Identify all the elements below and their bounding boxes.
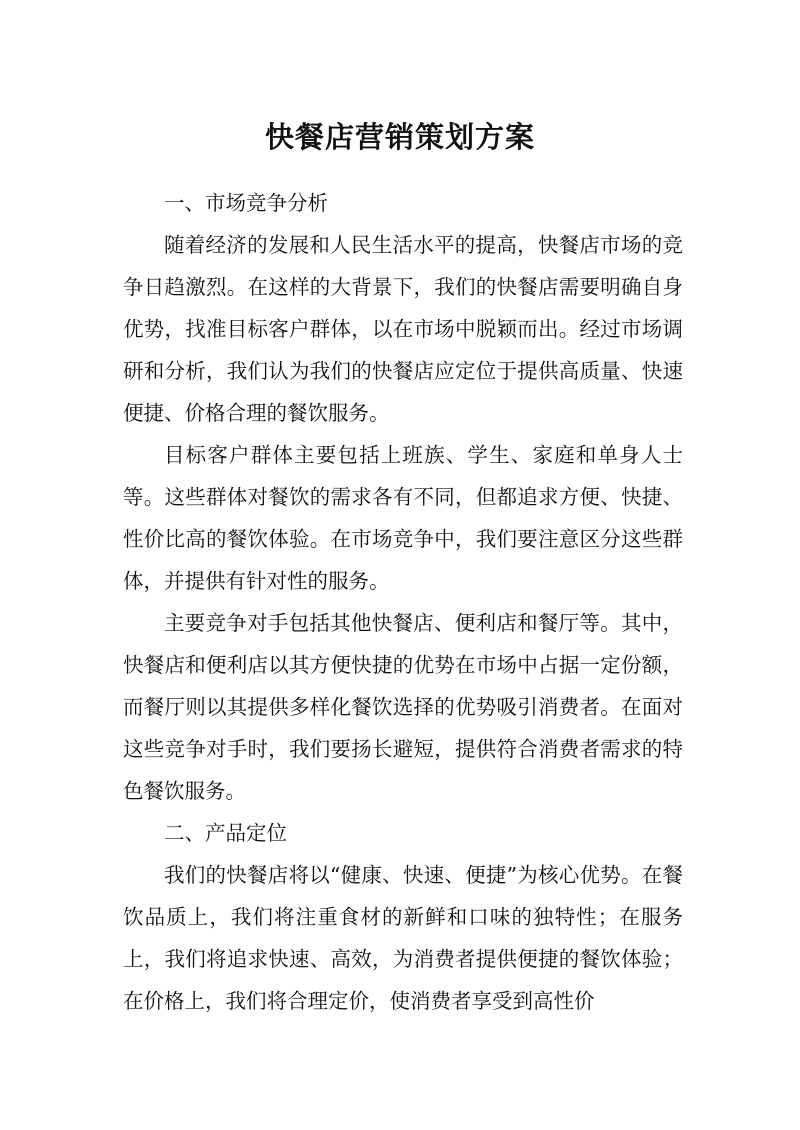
paragraph: 我们的快餐店将以“健康、快速、便捷”为核心优势。在餐饮品质上，我们将注重食材的新鲜和口味的独特性；在服务上，我们将追求快速、高效，为消费者提供便捷的餐饮体验；在价格上，我们将合理定价，使消费者享受到高性价 — [123, 863, 683, 1013]
paragraph: 目标客户群体主要包括上班族、学生、家庭和单身人士等。这些群体对餐饮的需求各有不同，但都追求方便、快捷、性价比高的餐饮体验。在市场竞争中，我们要注意区分这些群体，并提供有针对性的服务。 — [123, 443, 683, 593]
section-heading: 二、产品定位 — [164, 821, 287, 845]
section-product-positioning — [123, 812, 683, 1022]
section-market-analysis — [123, 182, 683, 812]
section-heading: 一、市场竞争分析 — [164, 191, 328, 215]
document-body — [123, 182, 683, 1022]
paragraph: 随着经济的发展和人民生活水平的提高，快餐店市场的竞争日趋激烈。在这样的大背景下，我们的快餐店需要明确自身优势，找准目标客户群体，以在市场中脱颖而出。经过市场调研和分析，我们认为我们的快餐店应定位于提供高质量、快速便捷、价格合理的餐饮服务。 — [123, 233, 683, 425]
document-title: 快餐店营销策划方案 — [264, 120, 535, 155]
paragraph: 主要竞争对手包括其他快餐店、便利店和餐厅等。其中，快餐店和便利店以其方便快捷的优势在市场中占据一定份额，而餐厅则以其提供多样化餐饮选择的优势吸引消费者。在面对这些竞争对手时，我们要扬长避短，提供符合消费者需求的特色餐饮服务。 — [123, 611, 683, 803]
